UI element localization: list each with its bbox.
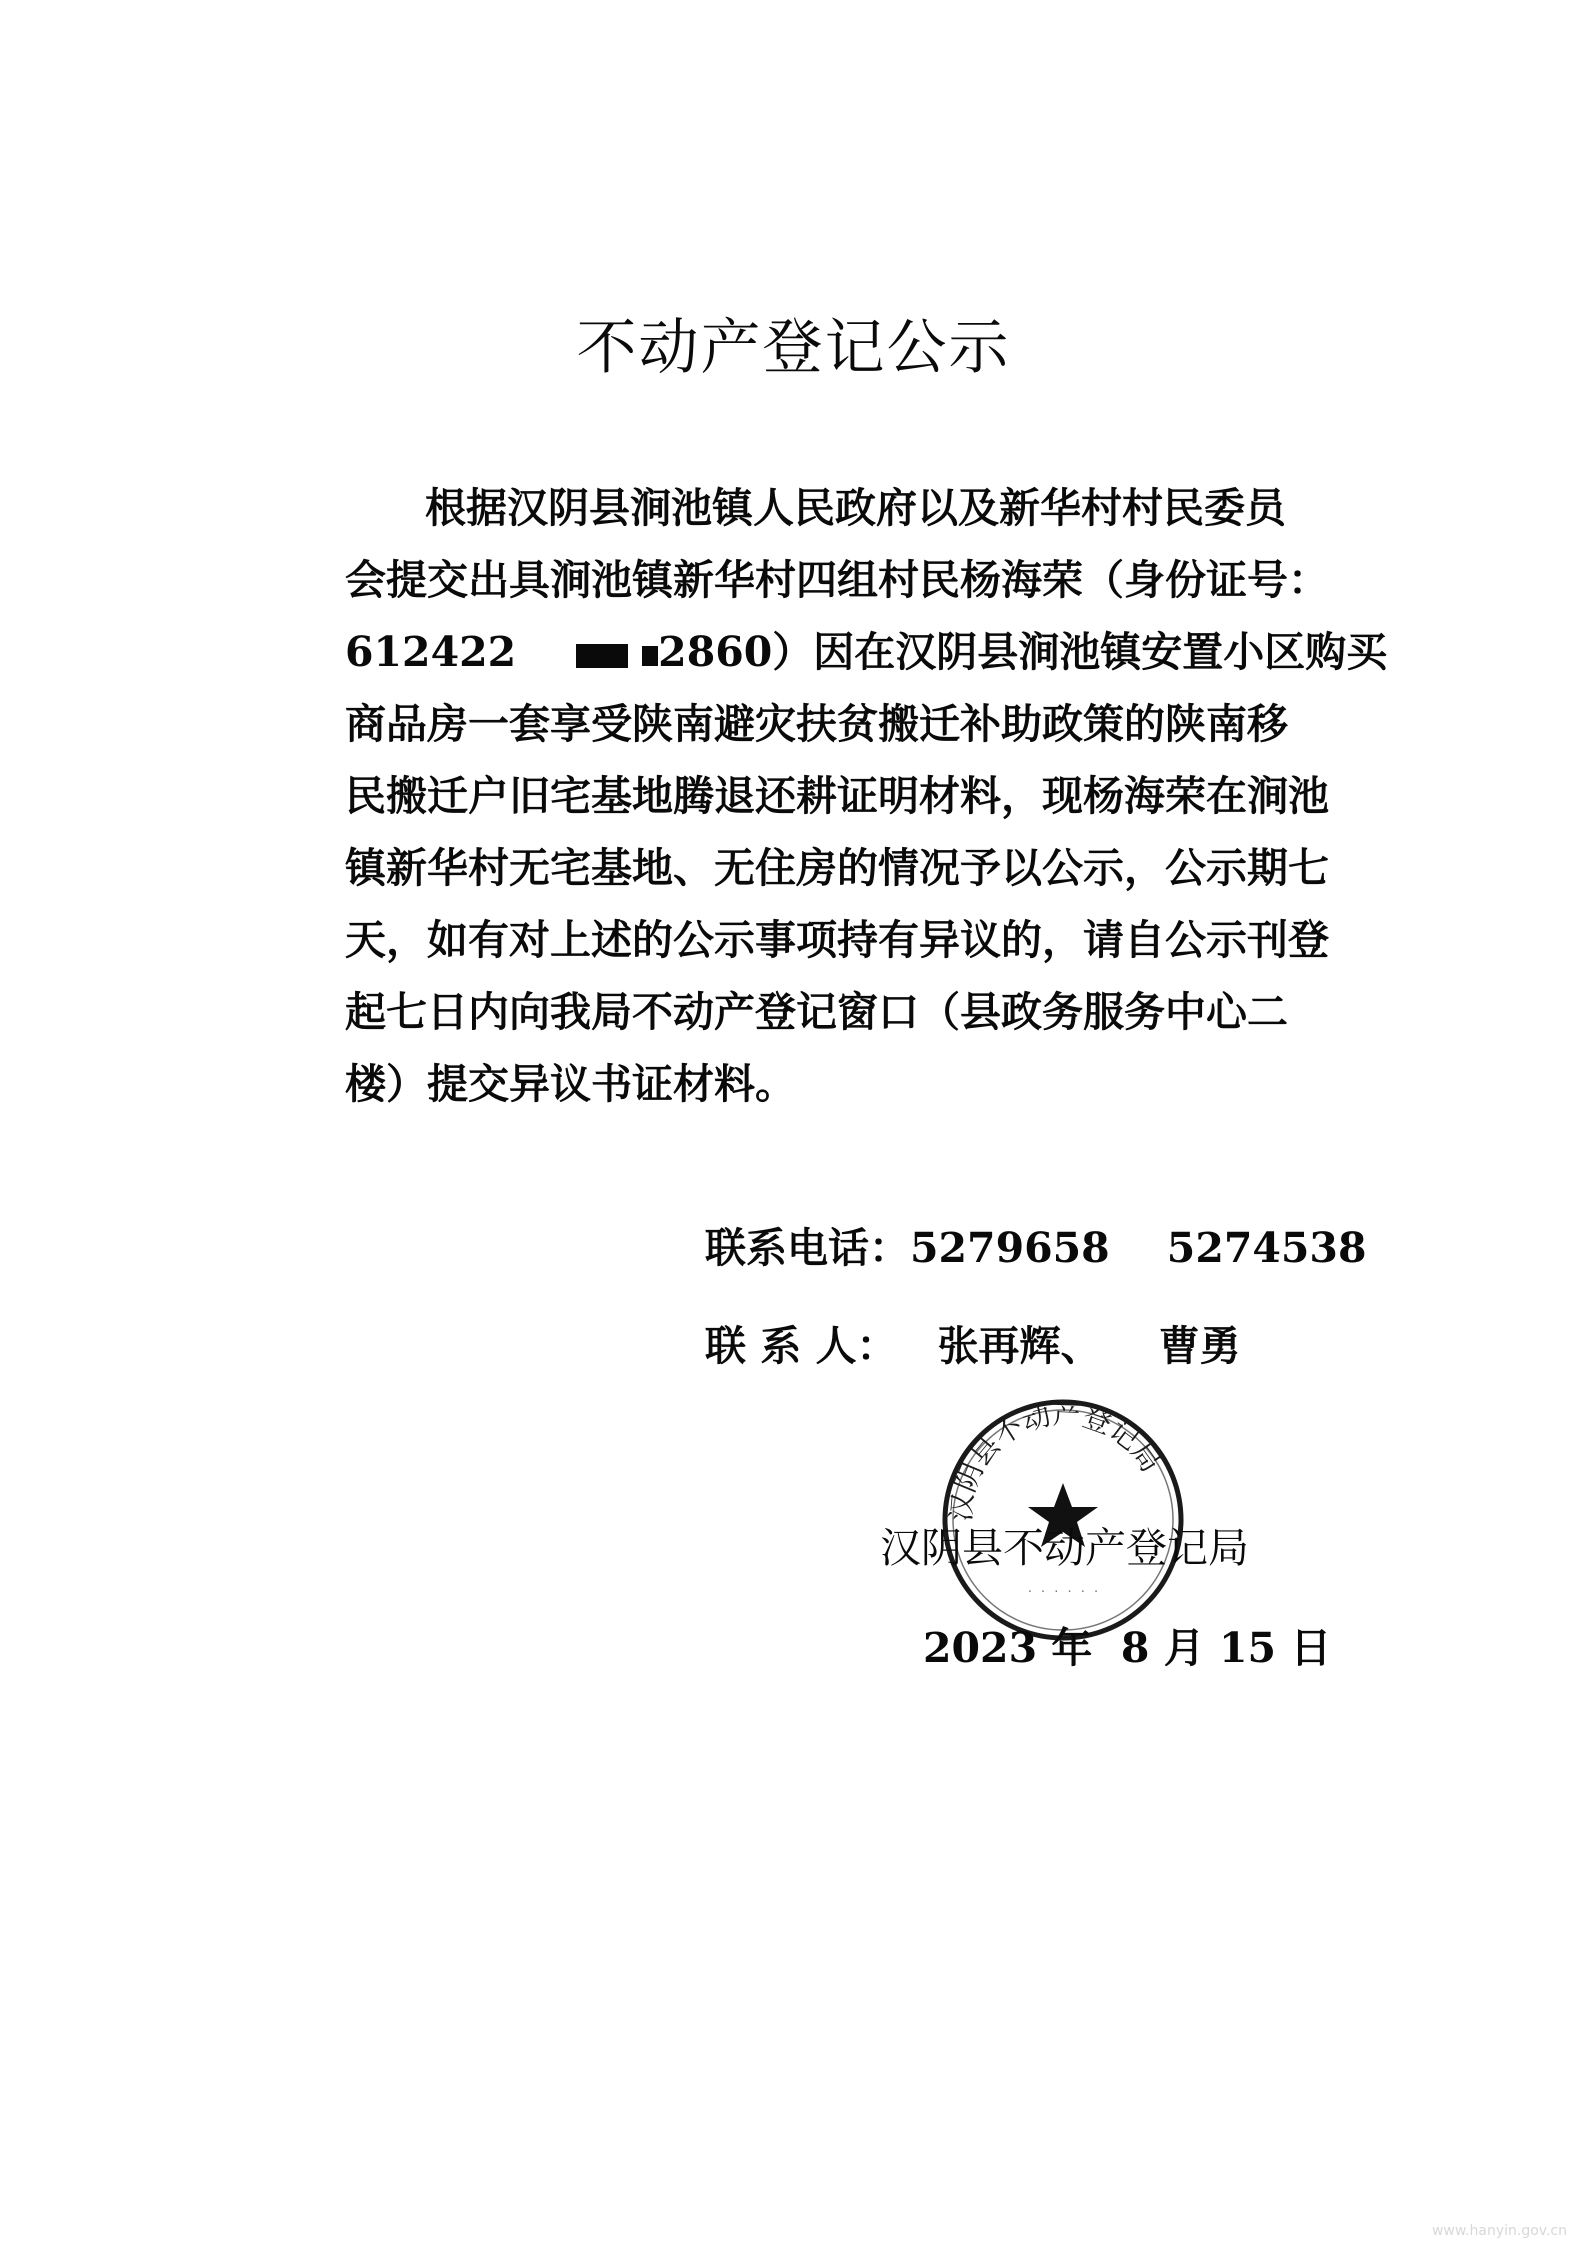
body-line-id [345,628,1388,676]
official-seal [938,1395,1188,1645]
body-line-4: 民搬迁户旧宅基地腾退还耕证明材料，现杨海荣在涧池 [345,772,1329,820]
issue-date: 2023 年 8 月 15 日 [923,1624,1332,1672]
contact-person-row [705,1322,1241,1370]
id-number-suffix: 2860）因在汉阴县涧池镇安置小区购买 [658,628,1388,676]
contact-person-label: 联 系 人： [705,1322,898,1370]
body-line-5: 镇新华村无宅基地、无住房的情况予以公示，公示期七 [345,844,1329,892]
seal-text: 汉阴县不动产登记局 [944,1397,1168,1523]
body-line-1: 根据汉阴县涧池镇人民政府以及新华村村民委员 [425,484,1286,532]
contact-phone-row [705,1224,1367,1272]
redaction-block [642,646,658,666]
contact-phone-numbers: 5279658 5274538 [910,1224,1367,1272]
body-line-7: 起七日内向我局不动产登记窗口（县政务服务中心二 [345,988,1288,1036]
document-title: 不动产登记公示 [576,313,1011,383]
seal-code: · · · · · · [1026,1585,1100,1598]
contact-persons: 张再辉、 曹勇 [937,1322,1241,1370]
body-line-3: 商品房一套享受陕南避灾扶贫搬迁补助政策的陕南移 [345,700,1288,748]
id-number-prefix: 612422 [345,628,517,676]
issuer-name: 汉阴县不动产登记局 [880,1524,1249,1572]
body-line-8: 楼）提交异议书证材料。 [345,1060,796,1108]
body-line-6: 天，如有对上述的公示事项持有异议的，请自公示刊登 [345,916,1329,964]
contact-phone-label: 联系电话： [705,1224,910,1272]
redaction-block [576,644,628,668]
watermark: www.hanyin.gov.cn [1431,2223,1567,2239]
body-line-2: 会提交出具涧池镇新华村四组村民杨海荣（身份证号： [345,556,1329,604]
